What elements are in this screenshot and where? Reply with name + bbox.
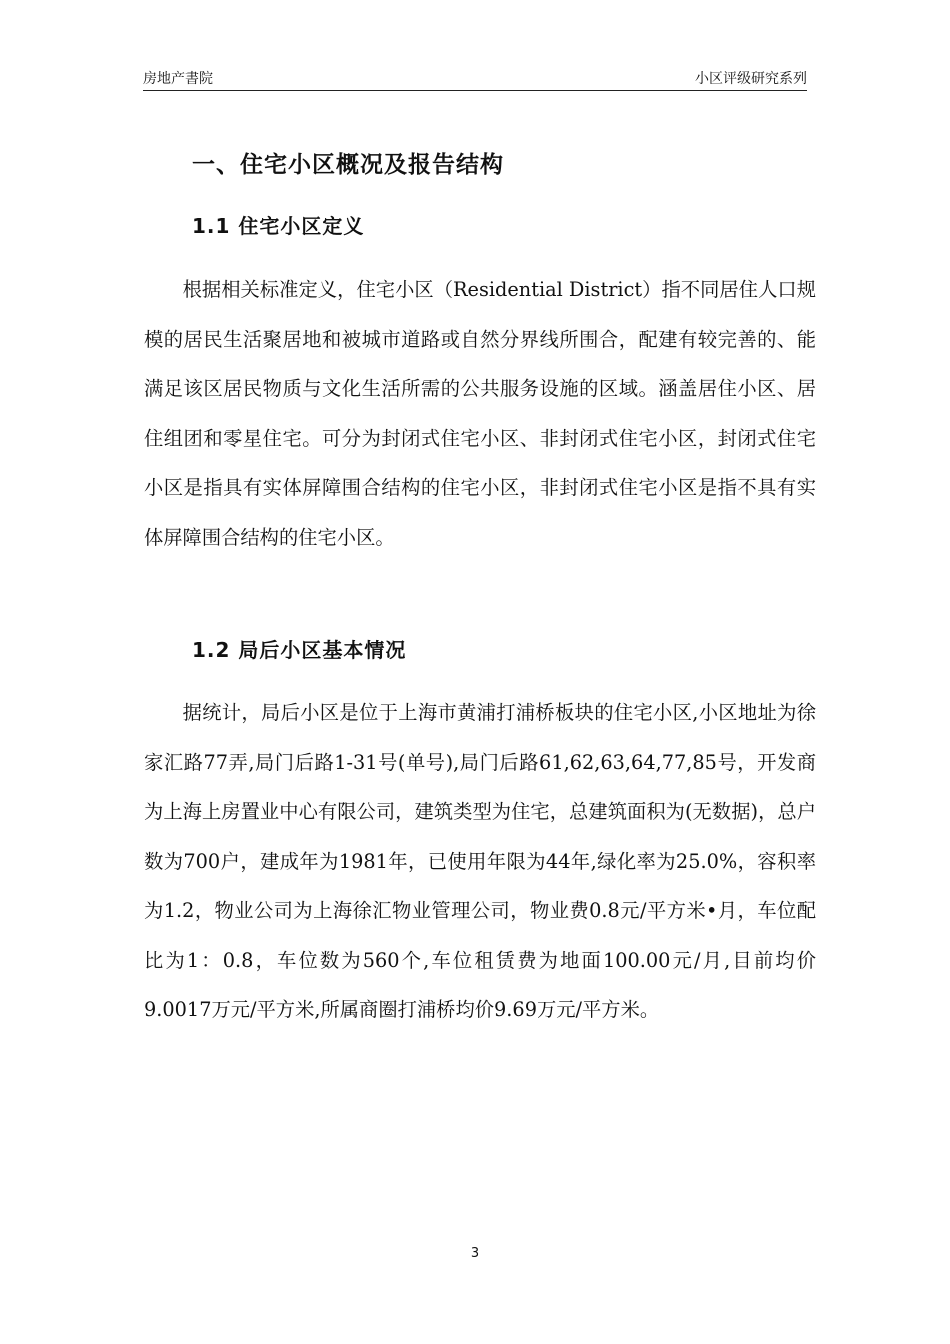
subsection-title-definition: 1.1 住宅小区定义: [192, 214, 365, 238]
page-number: 3: [470, 1246, 480, 1261]
paragraph-definition: 根据相关标准定义，住宅小区（Residential District）指不同居住人口规模的居民生活聚居地和被城市道路或自然分界线所围合，配建有较完善的、能满足该区居民物质与文化生活所需的公共服务设施的区域。涵盖居住小区、居住组团和零星住宅。可分为封闭式住宅小区、非封闭式住宅小区，封闭式住宅小区是指具有实体屏障围合结构的住宅小区，非封闭式住宅小区是指不具有实体屏障围合结构的住宅小区。: [144, 278, 816, 549]
header-series: 小区评级研究系列: [695, 71, 807, 87]
paragraph-basic-info: 据统计，局后小区是位于上海市黄浦打浦桥板块的住宅小区,小区地址为徐家汇路77弄,局门后路1-31号(单号),局门后路61,62,63,64,77,85号，开发商为上海上房置业中心有限公司，建筑类型为住宅，总建筑面积为(无数据)，总户数为700户，建成年为1981年，已使用年限为44年,绿化率为25.0%，容积率为1.2，物业公司为上海徐汇物业管理公司，物业费0.8元/平方米•月，车位配比为1：0.8，车位数为560个,车位租赁费为地面100.00元/月,目前均价9.0017万元/平方米,所属商圈打浦桥均价9.69万元/平方米。: [144, 701, 816, 1021]
section-title: 一、住宅小区概况及报告结构: [192, 152, 504, 178]
subsection-title-basic-info: 1.2 局后小区基本情况: [192, 638, 407, 662]
header-publisher: 房地产書院: [143, 71, 213, 87]
page-header: [143, 64, 807, 91]
